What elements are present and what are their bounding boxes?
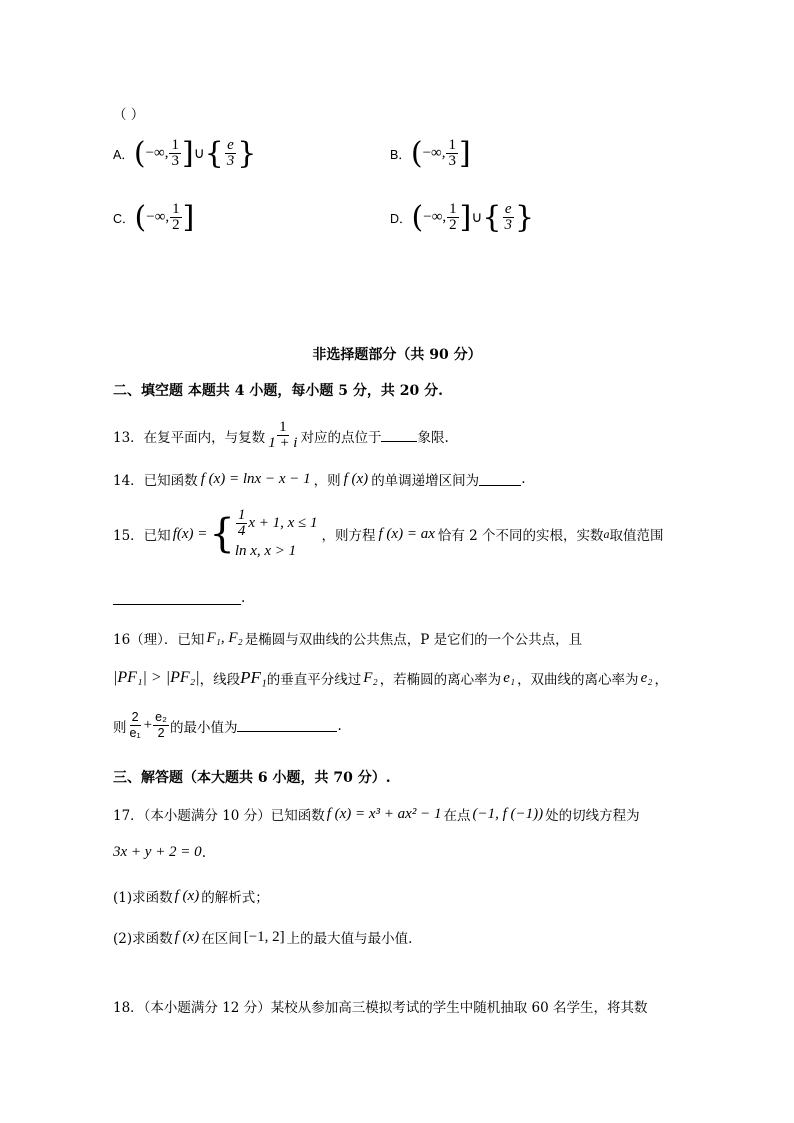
option-letter: A． <box>113 147 134 162</box>
solve-header: 三、解答题（本大题共 6 小题，共 70 分）. <box>113 770 391 786</box>
question-15: 15．已知 f(x) = { $\frac{1}{4}$ x + 1, x ≤ 1 ln x, x > 1 ，则方程 f (x) = ax 恰有 2 个不同的实根，实数 a 取值范围 <box>113 507 664 559</box>
answer-blank <box>381 429 417 442</box>
section-header: 非选择题部分（共 90 分） <box>312 347 482 363</box>
question-17-line2: 3x + y + 2 = 0 . <box>113 844 206 861</box>
question-14: 14．已知函数 f (x) = lnx − x − 1 ，则 f (x) 的单调递增区间为 . <box>113 470 526 489</box>
question-18: 18．（本小题满分 12 分）某校从参加高三模拟考试的学生中随机抽取 60 名学生，将其数 <box>113 1000 648 1016</box>
answer-blank <box>479 473 521 486</box>
option-d: D． ( −∞, $\frac{1}{2}$ ] ∪ { $\frac{e}{3}$ } <box>390 199 535 235</box>
answer-blank <box>113 592 241 605</box>
question-17-part2: (2)求函数 f (x) 在区间 [−1, 2] 上的最大值与最小值. <box>113 928 413 947</box>
question-16-line2: |PF₁| > |PF₂| ，线段 PF₁ 的垂直平分线过 F₂ ，若椭圆的离心率为 e₁ ，双曲线的离心率为 e₂ ， <box>113 668 668 688</box>
question-17-part1: (1)求函数 f (x) 的解析式； <box>113 887 269 906</box>
option-a: A． ( −∞, $\frac{1}{3}$ ] ∪ { $\frac{e}{3}$ } <box>113 135 257 171</box>
question-15-blank: . <box>113 590 245 606</box>
question-13: 13．在复平面内，与复数 $\frac{1}{1 + i}$ 对应的点位于 象限. <box>113 419 449 451</box>
question-16-line3: 则 $\frac{2}{\text{e₁}}$ + $\frac{\text{e₂}}{2}$ 的最小值为 . <box>113 710 342 740</box>
piecewise-cases: $\frac{1}{4}$ x + 1, x ≤ 1 ln x, x > 1 <box>234 507 318 559</box>
option-letter: B． <box>390 147 411 162</box>
question-17: 17．（本小题满分 10 分）已知函数 f (x) = x³ + ax² − 1 在点 (−1, f (−1)) 处的切线方程为 <box>113 805 640 824</box>
fill-in-header: 二、填空题 本题共 4 小题，每小题 5 分，共 20 分. <box>113 383 443 399</box>
answer-blank <box>237 719 337 732</box>
option-letter: C． <box>113 211 135 226</box>
option-c: C． ( −∞, $\frac{1}{2}$ ] <box>113 199 195 235</box>
option-b: B． ( −∞, $\frac{1}{3}$ ] <box>390 135 471 171</box>
answer-paren: （ ） <box>113 107 145 123</box>
question-16: 16（理）．已知 F₁, F₂ 是椭圆与双曲线的公共焦点，P 是它们的一个公共点，且 <box>113 629 583 648</box>
option-letter: D． <box>390 211 412 226</box>
